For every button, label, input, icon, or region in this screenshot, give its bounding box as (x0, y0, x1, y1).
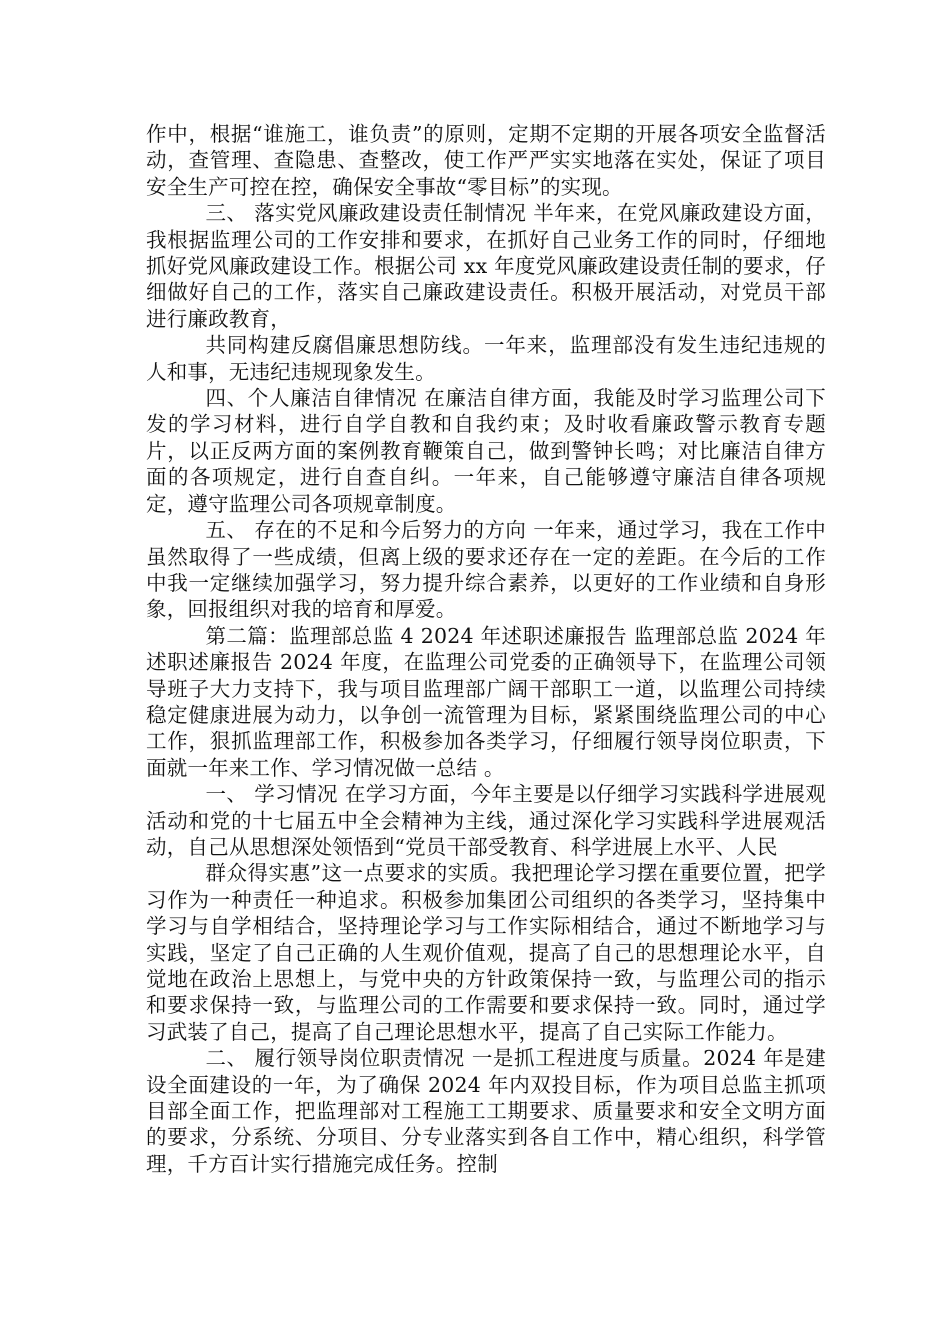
paragraph-study-situation: 一、 学习情况 在学习方面，今年主要是以仔细学习实践科学进展观活动和党的十七届五中全会精神为主线，通过深化学习实践科学进展观活动，自己从思想深处领悟到“党员干部受教育、科学进展上水平、人民 (146, 782, 826, 859)
paragraph-study-continued: 群众得实惠”这一点要求的实质。我把理论学习摆在重要位置，把学习作为一种责任一种追求。积极参加集团公司组织的各类学习，坚持集中学习与自学相结合，坚持理论学习与工作实际相结合，通过不断地学习与实践，坚定了自己正确的人生观价值观，提高了自己的思想理论水平，自觉地在政治上思想上，与党中央的方针政策保持一致，与监理公司的指示和要求保持一致，与监理公司的工作需要和要求保持一致。同时，通过学习武装了自己，提高了自己理论思想水平，提高了自己实际工作能力。 (146, 861, 826, 1044)
paragraph-duties: 二、 履行领导岗位职责情况 一是抓工程进度与质量。2024 年是建设全面建设的一年，为了确保 2024 年内双投目标，作为项目总监主抓项目部全面工作，把监理部对工程施工工期要求、质量要求和安全文明方面的要求，分系统、分项目、分专业落实到各自工作中，精心组织，科学管理，千方百计实行措施完成任务。控制 (146, 1046, 826, 1176)
document-page (146, 121, 826, 1177)
paragraph-part-two-intro: 第二篇：监理部总监 4 2024 年述职述廉报告 监理部总监 2024 年述职述廉报告 2024 年度，在监理公司党委的正确领导下，在监理公司领导班子大力支持下，我与项目监理部广阔干部职工一道，以监理公司持续稳定健康进展为动力，以争创一流管理为目标，紧紧围绕监理公司的中心工作，狠抓监理部工作，积极参加各类学习，仔细履行领导岗位职责，下面就一年来工作、学习情况做一总结 。 (146, 623, 826, 780)
paragraph-section-four: 四、个人廉洁自律情况 在廉洁自律方面，我能及时学习监理公司下发的学习材料，进行自学自教和自我约束；及时收看廉政警示教育专题片，以正反两方面的案例教育鞭策自己，做到警钟长鸣；对比廉洁自律方面的各项规定，进行自查自纠。一年来，自己能够遵守廉洁自律各项规定，遵守监理公司各项规章制度。 (146, 386, 826, 516)
paragraph-section-five: 五、 存在的不足和今后努力的方向 一年来，通过学习，我在工作中虽然取得了一些成绩，但离上级的要求还存在一定的差距。在今后的工作中我一定继续加强学习，努力提升综合素养，以更好的工作业绩和自身形象，回报组织对我的培育和厚爱。 (146, 518, 826, 622)
paragraph-anticorruption-line: 共同构建反腐倡廉思想防线。一年来，监理部没有发生违纪违规的人和事，无违纪违规现象发生。 (146, 333, 826, 384)
paragraph-section-three: 三、 落实党风廉政建设责任制情况 半年来，在党风廉政建设方面，我根据监理公司的工作安排和要求，在抓好自己业务工作的同时，仔细地抓好党风廉政建设工作。根据公司 xx 年度党风廉政建设责任制的要求，仔细做好自己的工作，落实自己廉政建设责任。积极开展活动，对党员干部进行廉政教育， (146, 201, 826, 331)
paragraph-continuation: 作中，根据“谁施工，谁负责”的原则，定期不定期的开展各项安全监督活动，查管理、查隐患、查整改，使工作严严实实地落在实处，保证了项目安全生产可控在控，确保安全事故“零目标”的实现。 (146, 122, 826, 199)
